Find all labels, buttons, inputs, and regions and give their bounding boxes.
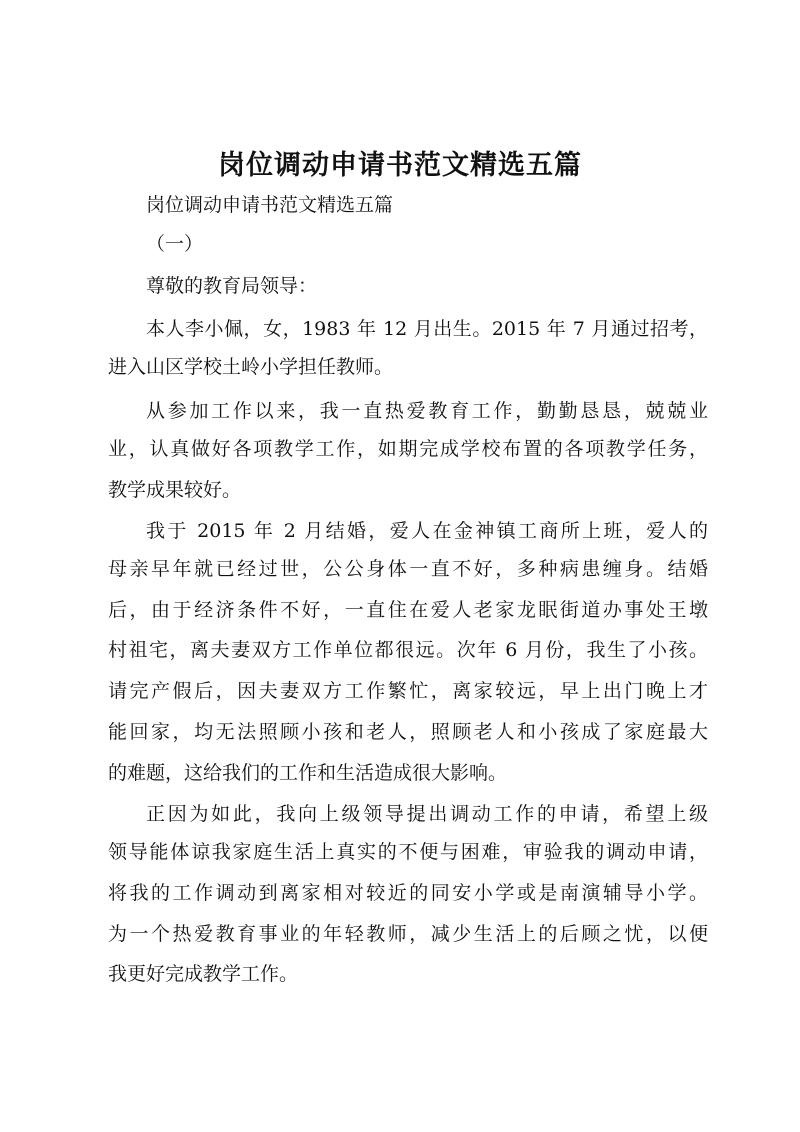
document-title: 岗位调动申请书范文精选五篇	[218, 150, 582, 181]
paragraph-line: 将我的工作调动到离家相对较近的同安小学或是南演辅导小学。	[108, 882, 708, 904]
paragraph-line: 为一个热爱教育事业的年轻教师，减少生活上的后顾之忧，以便	[108, 923, 708, 945]
paragraph-line: 正因为如此，我向上级领导提出调动工作的申请，希望上级	[146, 803, 708, 825]
paragraph-line: 进入山区学校土岭小学担任教师。	[108, 356, 394, 378]
paragraph-line: 我更好完成教学工作。	[108, 963, 299, 985]
paragraph-line: 母亲早年就已经过世，公公身体一直不好，多种病患缠身。结婚	[108, 558, 708, 580]
paragraph-line: 的难题，这给我们的工作和生活造成很大影响。	[108, 762, 508, 784]
paragraph-line: 领导能体谅我家庭生活上真实的不便与困难，审验我的调动申请，	[108, 841, 708, 863]
paragraph-line: 村祖宅，离夫妻双方工作单位都很远。次年 6 月份，我生了小孩。	[108, 639, 708, 661]
paragraph-line: 后，由于经济条件不好，一直住在爱人老家龙眠街道办事处王墩	[108, 599, 708, 621]
paragraph-line: 能回家，均无法照顾小孩和老人，照顾老人和小孩成了家庭最大	[108, 721, 708, 743]
paragraph-line: 教学成果较好。	[108, 479, 242, 501]
paragraph-line: 从参加工作以来，我一直热爱教育工作，勤勤恳恳，兢兢业	[146, 400, 708, 422]
paragraph-line: 我于 2015 年 2 月结婚，爱人在金神镇工商所上班，爱人的	[146, 520, 708, 542]
subtitle-line: 岗位调动申请书范文精选五篇	[146, 194, 394, 216]
paragraph-line: 本人李小佩，女，1983 年 12 月出生。2015 年 7 月通过招考，	[146, 318, 708, 340]
paragraph-line: 业，认真做好各项教学工作，如期完成学校布置的各项教学任务，	[108, 438, 708, 460]
section-number: （一）	[146, 233, 204, 255]
salutation: 尊敬的教育局领导：	[146, 275, 318, 297]
paragraph-line: 请完产假后，因夫妻双方工作繁忙，离家较远，早上出门晚上才	[108, 680, 708, 702]
